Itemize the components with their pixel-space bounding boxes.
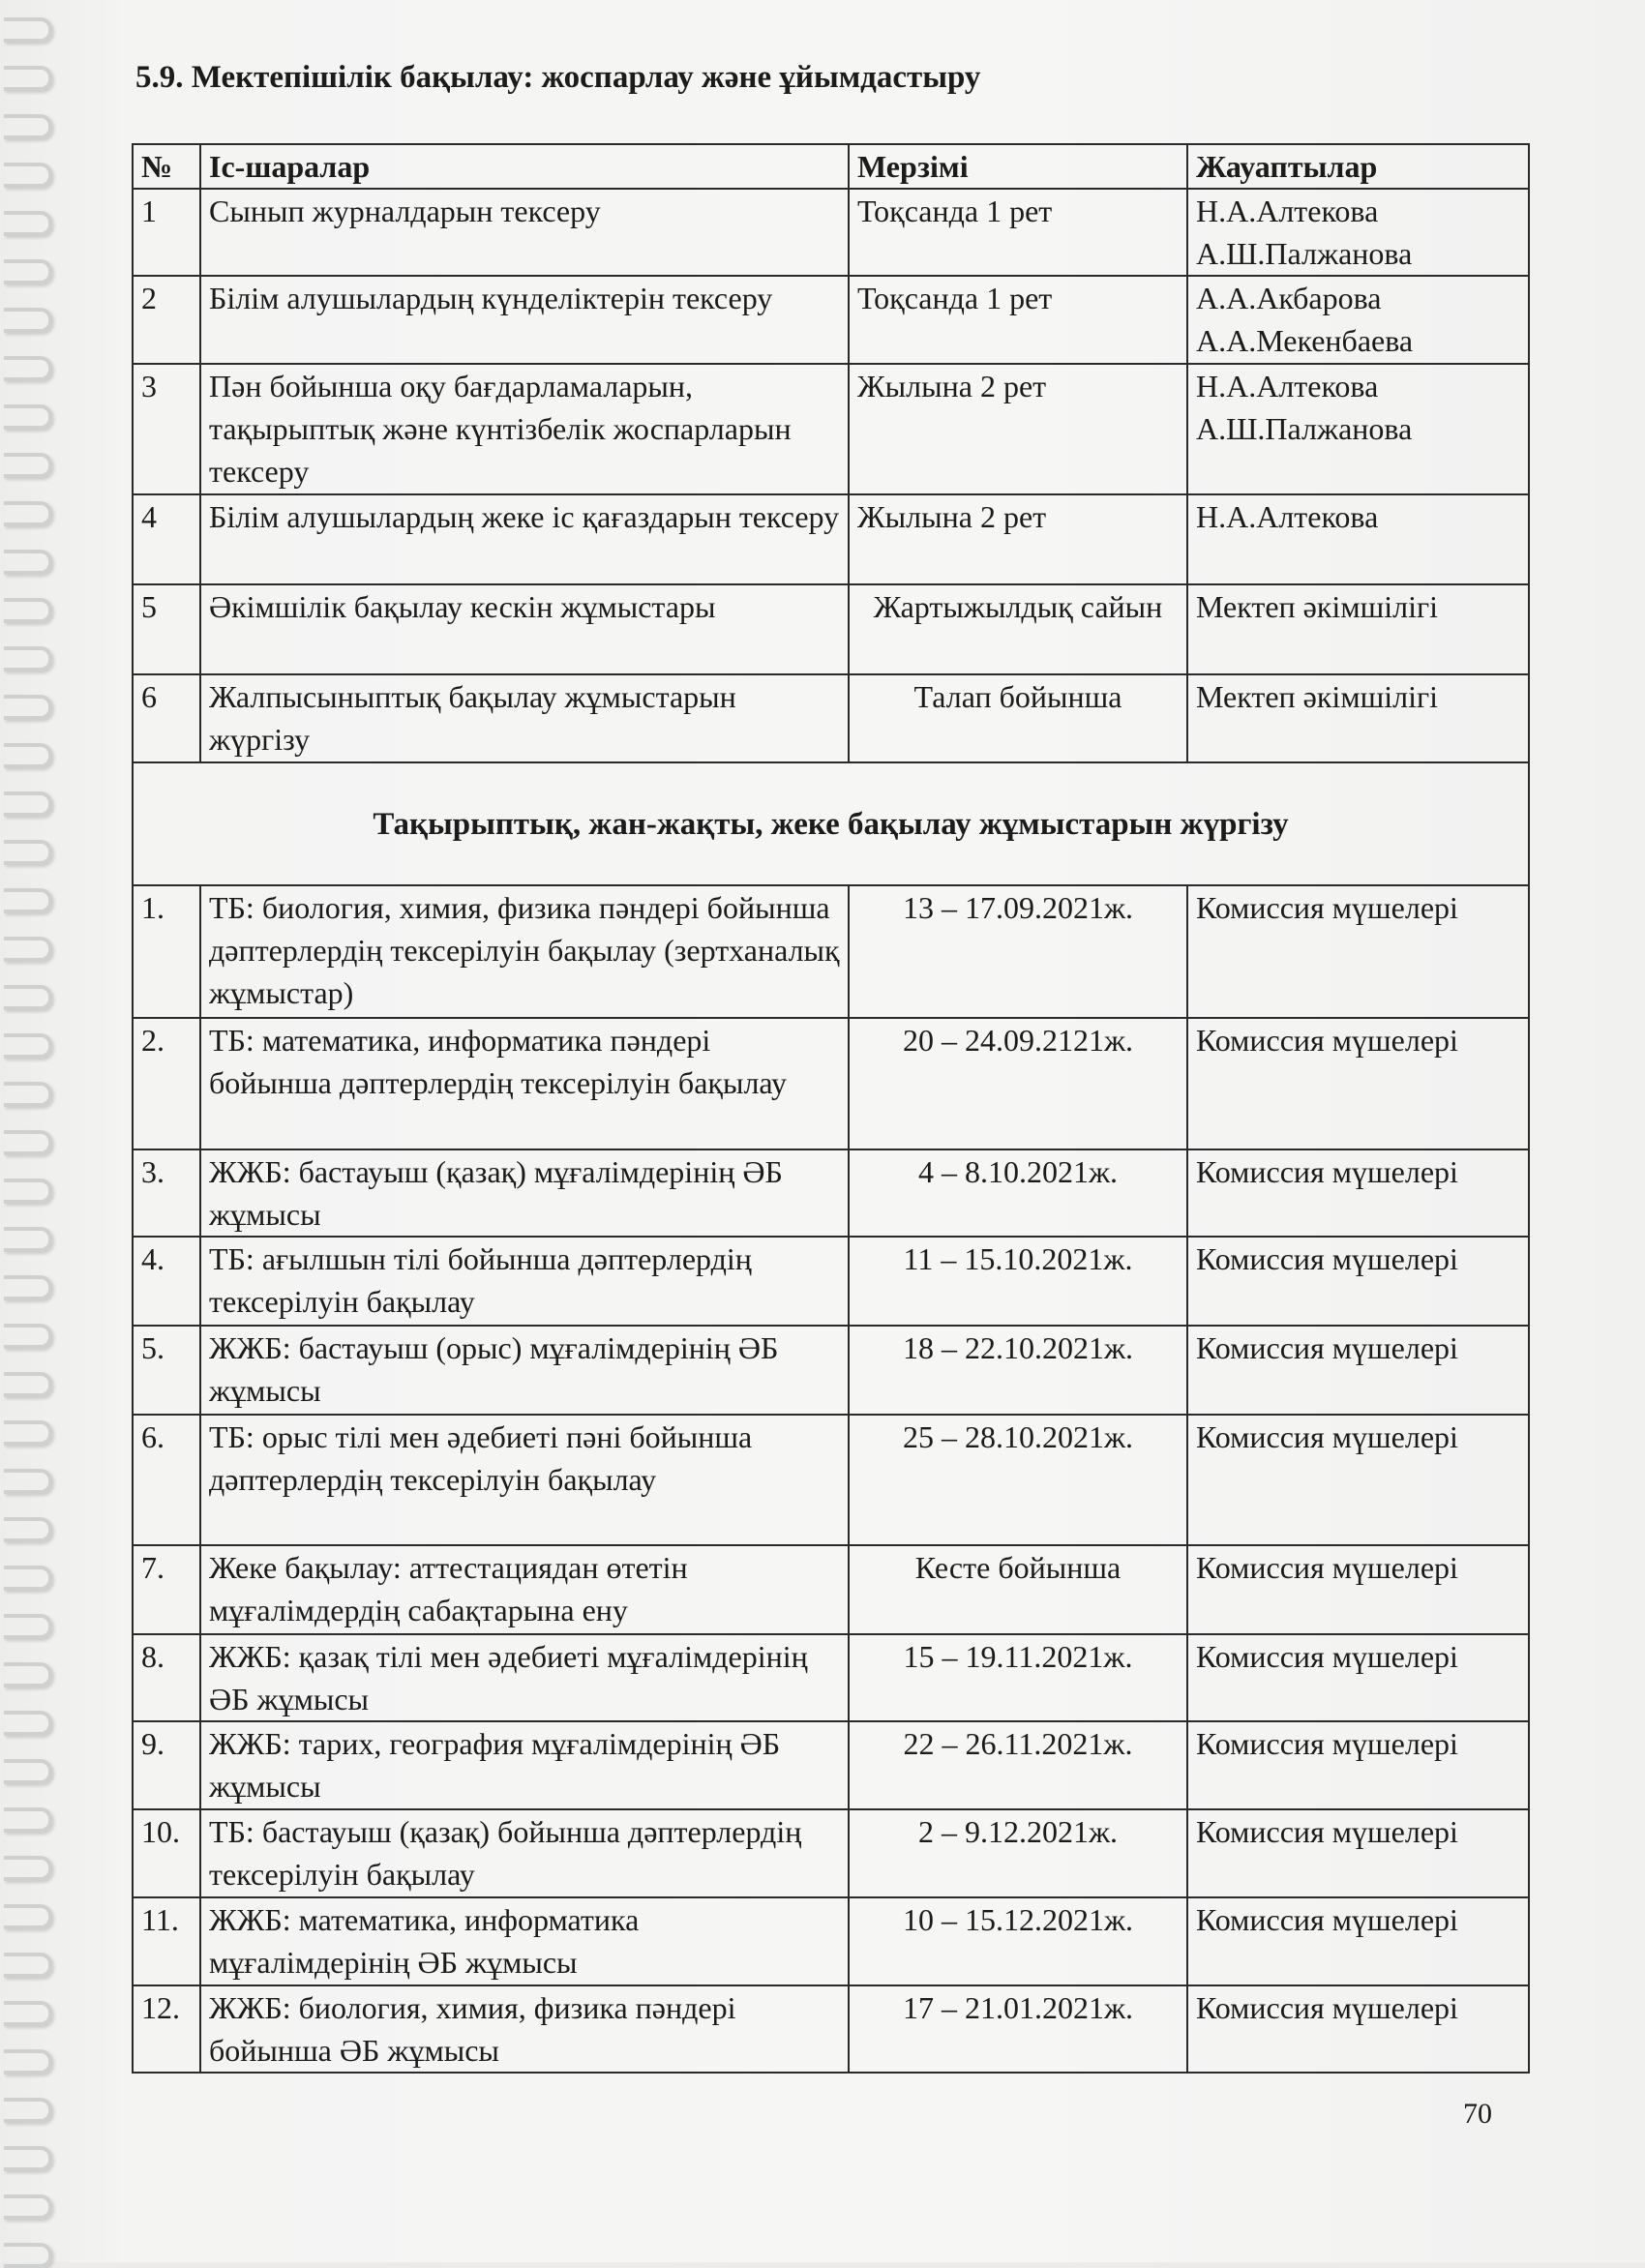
row-deadline: 2 – 9.12.2021ж. (849, 1809, 1187, 1897)
binding-ring (4, 1033, 52, 1059)
row-activity: Әкімшілік бақылау кескін жұмыстары (200, 584, 849, 674)
binding-ring (4, 937, 52, 962)
binding-ring (4, 404, 52, 430)
binding-ring (4, 259, 52, 284)
binding-ring (4, 1856, 52, 1881)
binding-ring (4, 550, 52, 575)
binding-ring (4, 1711, 52, 1736)
binding-ring (4, 1420, 52, 1446)
row-number: 4. (133, 1237, 200, 1326)
row-number: 2 (133, 276, 200, 364)
row-responsible: Комиссия мүшелері (1187, 885, 1529, 1018)
header-number: № (133, 144, 200, 189)
row-number: 8. (133, 1634, 200, 1721)
row-responsible: Н.А.Алтекова А.Ш.Палжанова (1187, 364, 1529, 494)
binding-ring (4, 1759, 52, 1784)
section-heading: 5.9. Мектепішілік бақылау: жоспарлау және ұйымдастыру (135, 60, 981, 95)
table-row (133, 1018, 1529, 1149)
row-number: 6. (133, 1415, 200, 1545)
binding-ring (4, 453, 52, 478)
row-activity: Пән бойынша оқу бағдарламаларын, тақырыптық және күнтізбелік жоспарларын тексеру (200, 364, 849, 494)
page-number: 70 (1463, 2098, 1492, 2130)
row-number: 10. (133, 1809, 200, 1897)
row-activity: ТБ: бастауыш (қазақ) бойынша дәптерлердің тексерілуін бақылау (200, 1809, 849, 1897)
table-row (133, 364, 1529, 494)
table-row (133, 1545, 1529, 1634)
binding-ring (4, 1807, 52, 1833)
binding-ring (4, 1517, 52, 1542)
row-responsible: Мектеп әкімшілігі (1187, 674, 1529, 762)
binding-ring (4, 2243, 52, 2268)
binding-ring (4, 1130, 52, 1155)
binding-ring (4, 308, 52, 333)
binding-ring (4, 2194, 52, 2220)
binding-ring (4, 114, 52, 139)
row-responsible: Комиссия мүшелері (1187, 1018, 1529, 1149)
binding-ring (4, 1179, 52, 1204)
binding-ring (4, 1469, 52, 1494)
table-row (133, 1897, 1529, 1985)
row-deadline: Жылына 2 рет (849, 494, 1187, 584)
row-deadline: 22 – 26.11.2021ж. (849, 1721, 1187, 1809)
row-deadline: Жартыжылдық сайын (849, 584, 1187, 674)
row-responsible: А.А.Акбарова А.А.Мекенбаева (1187, 276, 1529, 364)
row-responsible: Комиссия мүшелері (1187, 1415, 1529, 1545)
row-responsible: Комиссия мүшелері (1187, 1326, 1529, 1415)
row-deadline: 11 – 15.10.2021ж. (849, 1237, 1187, 1326)
binding-ring (4, 1662, 52, 1687)
table-row (133, 584, 1529, 674)
row-number: 5. (133, 1326, 200, 1415)
row-deadline: 20 – 24.09.2121ж. (849, 1018, 1187, 1149)
header-responsible: Жауаптылар (1187, 144, 1529, 189)
row-activity: ЖЖБ: биология, химия, физика пәндері бойынша ӘБ жұмысы (200, 1985, 849, 2073)
row-activity: Сынып журналдарын тексеру (200, 189, 849, 276)
row-activity: ЖЖБ: қазақ тілі мен әдебиеті мұғалімдерінің ӘБ жұмысы (200, 1634, 849, 1721)
binding-ring (4, 1227, 52, 1252)
row-activity: Жеке бақылау: аттестациядан өтетін мұғалімдердің сабақтарына ену (200, 1545, 849, 1634)
binding-ring (4, 2098, 52, 2123)
row-deadline: 13 – 17.09.2021ж. (849, 885, 1187, 1018)
binding-ring (4, 840, 52, 865)
row-number: 1 (133, 189, 200, 276)
header-deadline: Мерзімі (849, 144, 1187, 189)
binding-ring (4, 356, 52, 381)
binding-ring (4, 211, 52, 236)
row-deadline: Тоқсанда 1 рет (849, 276, 1187, 364)
table-header-row (133, 144, 1529, 189)
row-number: 11. (133, 1897, 200, 1985)
binding-ring (4, 1953, 52, 1978)
row-number: 5 (133, 584, 200, 674)
table-row (133, 276, 1529, 364)
binding-ring (4, 163, 52, 188)
control-plan-table (132, 143, 1530, 2074)
row-deadline: Жылына 2 рет (849, 364, 1187, 494)
header-activities: Іс-шаралар (200, 144, 849, 189)
binding-ring (4, 1614, 52, 1639)
row-activity: ТБ: ағылшын тілі бойынша дәптерлердің тексерілуін бақылау (200, 1237, 849, 1326)
row-number: 9. (133, 1721, 200, 1809)
row-deadline: 10 – 15.12.2021ж. (849, 1897, 1187, 1985)
row-responsible: Мектеп әкімшілігі (1187, 584, 1529, 674)
row-activity: ЖЖБ: бастауыш (орыс) мұғалімдерінің ӘБ жұмысы (200, 1326, 849, 1415)
binding-ring (4, 2001, 52, 2026)
section-title: Тақырыптық, жан-жақты, жеке бақылау жұмыстарын жүргізу (133, 762, 1529, 885)
row-activity: ТБ: биология, химия, физика пәндері бойынша дәптерлердің тексерілуін бақылау (зертханалық жұмыстар) (200, 885, 849, 1018)
binding-ring (4, 1904, 52, 1929)
binding-ring (4, 888, 52, 913)
binding-ring (4, 1275, 52, 1300)
row-deadline: 17 – 21.01.2021ж. (849, 1985, 1187, 2073)
row-number: 3. (133, 1149, 200, 1237)
table-row (133, 1721, 1529, 1809)
spiral-binding (0, 0, 68, 2262)
row-responsible: Комиссия мүшелері (1187, 1237, 1529, 1326)
table-row (133, 189, 1529, 276)
row-activity: ЖЖБ: бастауыш (қазақ) мұғалімдерінің ӘБ жұмысы (200, 1149, 849, 1237)
binding-ring (4, 17, 52, 43)
row-activity: Білім алушылардың жеке іс қағаздарын тексеру (200, 494, 849, 584)
binding-ring (4, 646, 52, 671)
row-deadline: 18 – 22.10.2021ж. (849, 1326, 1187, 1415)
row-responsible: Н.А.Алтекова (1187, 494, 1529, 584)
row-number: 4 (133, 494, 200, 584)
row-responsible: Комиссия мүшелері (1187, 1897, 1529, 1985)
row-number: 6 (133, 674, 200, 762)
row-deadline: Талап бойынша (849, 674, 1187, 762)
table-row (133, 1149, 1529, 1237)
table-row (133, 1326, 1529, 1415)
row-activity: ТБ: математика, информатика пәндері бойынша дәптерлердің тексерілуін бақылау (200, 1018, 849, 1149)
binding-ring (4, 2146, 52, 2171)
table-row (133, 1809, 1529, 1897)
row-activity: ЖЖБ: математика, информатика мұғалімдерінің ӘБ жұмысы (200, 1897, 849, 1985)
table-row (133, 885, 1529, 1018)
binding-ring (4, 695, 52, 720)
binding-ring (4, 1324, 52, 1349)
binding-ring (4, 66, 52, 91)
row-responsible: Н.А.Алтекова А.Ш.Палжанова (1187, 189, 1529, 276)
row-deadline: 4 – 8.10.2021ж. (849, 1149, 1187, 1237)
binding-ring (4, 598, 52, 623)
row-responsible: Комиссия мүшелері (1187, 1721, 1529, 1809)
table-row (133, 494, 1529, 584)
row-activity: ТБ: орыс тілі мен әдебиеті пәні бойынша дәптерлердің тексерілуін бақылау (200, 1415, 849, 1545)
row-activity: Білім алушылардың күнделіктерін тексеру (200, 276, 849, 364)
row-responsible: Комиссия мүшелері (1187, 1634, 1529, 1721)
section-row (133, 762, 1529, 885)
row-responsible: Комиссия мүшелері (1187, 1809, 1529, 1897)
binding-ring (4, 1566, 52, 1591)
binding-ring (4, 1372, 52, 1397)
binding-ring (4, 501, 52, 526)
row-deadline: Тоқсанда 1 рет (849, 189, 1187, 276)
row-responsible: Комиссия мүшелері (1187, 1985, 1529, 2073)
row-number: 7. (133, 1545, 200, 1634)
table-row (133, 1985, 1529, 2073)
table-row (133, 1237, 1529, 1326)
row-number: 3 (133, 364, 200, 494)
binding-ring (4, 985, 52, 1010)
table-row (133, 1415, 1529, 1545)
row-number: 2. (133, 1018, 200, 1149)
row-deadline: 25 – 28.10.2021ж. (849, 1415, 1187, 1545)
binding-ring (4, 2049, 52, 2074)
row-activity: Жалпысыныптық бақылау жұмыстарын жүргізу (200, 674, 849, 762)
row-number: 12. (133, 1985, 200, 2073)
table-row (133, 674, 1529, 762)
row-activity: ЖЖБ: тарих, география мұғалімдерінің ӘБ жұмысы (200, 1721, 849, 1809)
row-deadline: Кесте бойынша (849, 1545, 1187, 1634)
row-responsible: Комиссия мүшелері (1187, 1149, 1529, 1237)
binding-ring (4, 791, 52, 817)
table-row (133, 1634, 1529, 1721)
binding-ring (4, 1082, 52, 1107)
row-number: 1. (133, 885, 200, 1018)
row-responsible: Комиссия мүшелері (1187, 1545, 1529, 1634)
binding-ring (4, 743, 52, 768)
row-deadline: 15 – 19.11.2021ж. (849, 1634, 1187, 1721)
